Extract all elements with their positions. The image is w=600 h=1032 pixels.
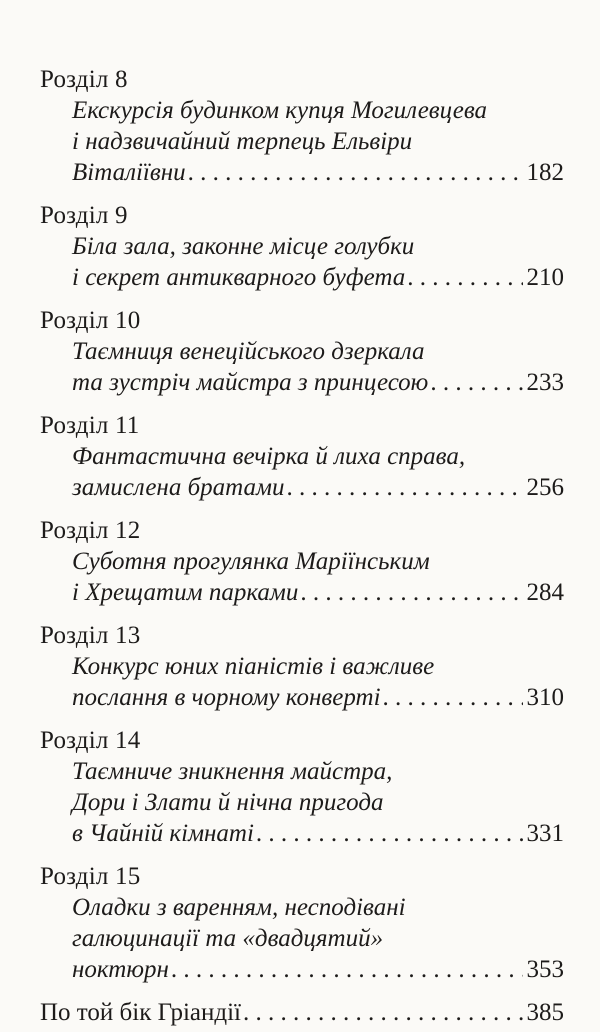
dot-leader [256, 818, 523, 849]
chapter-title-last-line [40, 367, 564, 398]
page-number: 182 [526, 159, 564, 186]
page-number: 331 [526, 820, 564, 847]
chapter-label: Розділ 13 [40, 622, 141, 649]
chapter-title-last-line [40, 818, 564, 849]
chapter-title-line: Екскурсія будинком купця Могилевцева [72, 97, 488, 124]
toc-entry-chapter-11[interactable] [40, 410, 564, 503]
toc-entry-chapter-14[interactable] [40, 725, 564, 849]
chapter-label: Розділ 12 [40, 517, 141, 544]
dot-leader [383, 682, 523, 713]
chapter-title-line: Суботня прогулянка Маріїнським [72, 548, 430, 575]
dot-leader [286, 472, 522, 503]
chapter-title-end: послання в чорному конверті [72, 684, 381, 711]
page-number: 284 [526, 579, 564, 606]
chapter-title-last-line [40, 472, 564, 503]
chapter-title-last-line [40, 262, 564, 293]
chapter-title-line: Біла зала, законне місце голубки [72, 233, 415, 260]
dot-leader [430, 367, 522, 398]
dot-leader [188, 157, 523, 188]
page-number: 233 [526, 369, 564, 396]
chapter-title-last-line [40, 577, 564, 608]
toc-entry-final[interactable] [40, 997, 564, 1028]
chapter-label: Розділ 8 [40, 66, 128, 93]
page-number: 256 [526, 474, 564, 501]
chapter-title-line: Таємниця венеційського дзеркала [72, 338, 425, 365]
chapter-title-end: Віталіївни [72, 159, 186, 186]
table-of-contents [40, 64, 564, 1028]
toc-entry-chapter-15[interactable] [40, 861, 564, 985]
page-number: 310 [526, 684, 564, 711]
chapter-title-end: ноктюрн [72, 956, 169, 983]
toc-entry-chapter-12[interactable] [40, 515, 564, 608]
chapter-title-end: і секрет антикварного буфета [72, 264, 406, 291]
chapter-title-line: галюцинації та «двадцятий» [72, 925, 384, 952]
chapter-title-line: і надзвичайний терпець Ельвіри [72, 128, 413, 155]
chapter-title-line: Конкурс юних піаністів і важливе [72, 653, 435, 680]
chapter-label: Розділ 14 [40, 727, 141, 754]
chapter-title-end: в Чайній кімнаті [72, 820, 254, 847]
chapter-title-last-line [40, 954, 564, 985]
page-number: 385 [526, 999, 564, 1026]
toc-entry-chapter-10[interactable] [40, 305, 564, 398]
chapter-title-line: Оладки з варенням, несподівані [72, 894, 406, 921]
chapter-title-line: Таємниче зникнення майстра, [72, 758, 393, 785]
page-number: 210 [526, 264, 564, 291]
chapter-title-last-line [40, 682, 564, 713]
toc-entry-chapter-9[interactable] [40, 200, 564, 293]
dot-leader [171, 954, 523, 985]
chapter-title-line: Дори і Злати й нічна пригода [72, 789, 384, 816]
chapter-title-last-line [40, 157, 564, 188]
toc-entry-chapter-13[interactable] [40, 620, 564, 713]
chapter-title-line: Фантастична вечірка й лиха справа, [72, 443, 466, 470]
final-title: По той бік Гріандії [40, 999, 242, 1026]
chapter-title-end: та зустріч майстра з принцесою [72, 369, 429, 396]
chapter-title-end: замислена братами [72, 474, 285, 501]
chapter-label: Розділ 9 [40, 202, 128, 229]
page-number: 353 [526, 956, 564, 983]
chapter-label: Розділ 11 [40, 412, 140, 439]
dot-leader [407, 262, 522, 293]
chapter-label: Розділ 15 [40, 863, 141, 890]
chapter-title-end: і Хрещатим парками [72, 579, 299, 606]
dot-leader [300, 577, 522, 608]
chapter-label: Розділ 10 [40, 307, 141, 334]
toc-entry-chapter-8[interactable] [40, 64, 564, 188]
dot-leader [243, 997, 522, 1028]
